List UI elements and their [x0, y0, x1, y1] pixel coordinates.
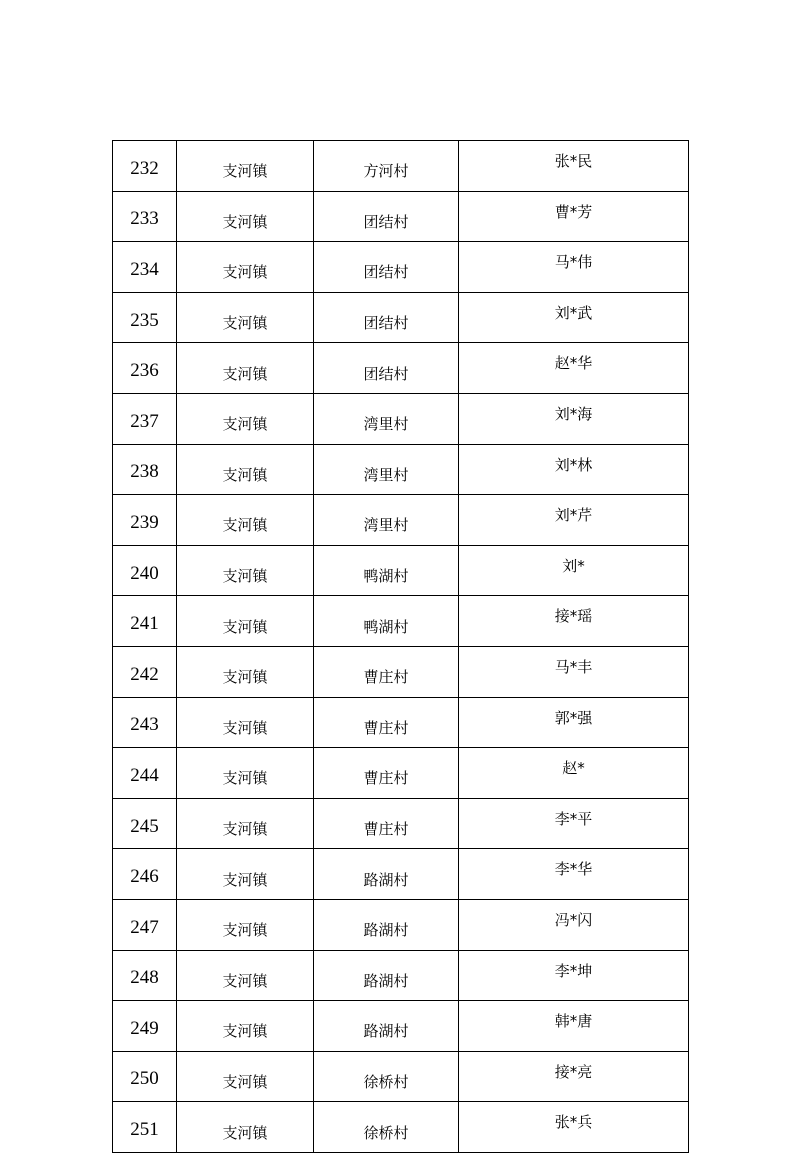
village-cell: 鸭湖村 — [314, 545, 459, 596]
town-cell: 支河镇 — [177, 242, 314, 293]
town-cell: 支河镇 — [177, 343, 314, 394]
roster-table-body — [113, 141, 689, 1153]
person-name-cell: 曹*芳 — [459, 191, 689, 242]
town-cell: 支河镇 — [177, 798, 314, 849]
person-name-cell: 李*华 — [459, 849, 689, 900]
row-number-cell: 232 — [113, 141, 177, 192]
table-row — [113, 141, 689, 192]
row-number-cell: 238 — [113, 444, 177, 495]
table-row — [113, 292, 689, 343]
town-cell: 支河镇 — [177, 292, 314, 343]
town-cell: 支河镇 — [177, 1102, 314, 1153]
town-cell: 支河镇 — [177, 697, 314, 748]
village-cell: 路湖村 — [314, 899, 459, 950]
town-cell: 支河镇 — [177, 849, 314, 900]
town-cell: 支河镇 — [177, 748, 314, 799]
village-cell: 路湖村 — [314, 950, 459, 1001]
town-cell: 支河镇 — [177, 596, 314, 647]
village-cell: 湾里村 — [314, 495, 459, 546]
table-row — [113, 495, 689, 546]
row-number-cell: 247 — [113, 899, 177, 950]
row-number-cell: 236 — [113, 343, 177, 394]
row-number-cell: 235 — [113, 292, 177, 343]
table-row — [113, 849, 689, 900]
person-name-cell: 李*平 — [459, 798, 689, 849]
town-cell: 支河镇 — [177, 646, 314, 697]
table-row — [113, 444, 689, 495]
person-name-cell: 马*伟 — [459, 242, 689, 293]
person-name-cell: 李*坤 — [459, 950, 689, 1001]
village-cell: 路湖村 — [314, 849, 459, 900]
row-number-cell: 245 — [113, 798, 177, 849]
person-name-cell: 刘*芹 — [459, 495, 689, 546]
village-cell: 徐桥村 — [314, 1102, 459, 1153]
town-cell: 支河镇 — [177, 495, 314, 546]
village-cell: 方河村 — [314, 141, 459, 192]
table-row — [113, 596, 689, 647]
row-number-cell: 250 — [113, 1051, 177, 1102]
town-cell: 支河镇 — [177, 545, 314, 596]
person-name-cell: 刘*林 — [459, 444, 689, 495]
person-name-cell: 张*兵 — [459, 1102, 689, 1153]
village-cell: 曹庄村 — [314, 697, 459, 748]
village-cell: 徐桥村 — [314, 1051, 459, 1102]
village-cell: 团结村 — [314, 343, 459, 394]
table-row — [113, 950, 689, 1001]
row-number-cell: 237 — [113, 393, 177, 444]
person-name-cell: 张*民 — [459, 141, 689, 192]
village-cell: 路湖村 — [314, 1001, 459, 1052]
town-cell: 支河镇 — [177, 444, 314, 495]
town-cell: 支河镇 — [177, 950, 314, 1001]
table-row — [113, 242, 689, 293]
row-number-cell: 241 — [113, 596, 177, 647]
row-number-cell: 249 — [113, 1001, 177, 1052]
person-name-cell: 刘*武 — [459, 292, 689, 343]
town-cell: 支河镇 — [177, 191, 314, 242]
row-number-cell: 246 — [113, 849, 177, 900]
village-cell: 曹庄村 — [314, 798, 459, 849]
person-name-cell: 接*亮 — [459, 1051, 689, 1102]
person-name-cell: 赵* — [459, 748, 689, 799]
table-row — [113, 1051, 689, 1102]
table-row — [113, 748, 689, 799]
person-name-cell: 马*丰 — [459, 646, 689, 697]
table-row — [113, 1102, 689, 1153]
row-number-cell: 248 — [113, 950, 177, 1001]
row-number-cell: 240 — [113, 545, 177, 596]
row-number-cell: 243 — [113, 697, 177, 748]
table-row — [113, 393, 689, 444]
table-row — [113, 697, 689, 748]
village-cell: 湾里村 — [314, 393, 459, 444]
table-row — [113, 191, 689, 242]
table-row — [113, 545, 689, 596]
village-cell: 曹庄村 — [314, 646, 459, 697]
town-cell: 支河镇 — [177, 1051, 314, 1102]
person-name-cell: 刘*海 — [459, 393, 689, 444]
person-name-cell: 冯*闪 — [459, 899, 689, 950]
village-cell: 团结村 — [314, 191, 459, 242]
table-row — [113, 343, 689, 394]
row-number-cell: 244 — [113, 748, 177, 799]
person-name-cell: 郭*强 — [459, 697, 689, 748]
person-name-cell: 接*瑶 — [459, 596, 689, 647]
table-row — [113, 798, 689, 849]
town-cell: 支河镇 — [177, 1001, 314, 1052]
table-row — [113, 646, 689, 697]
town-cell: 支河镇 — [177, 899, 314, 950]
person-name-cell: 赵*华 — [459, 343, 689, 394]
town-cell: 支河镇 — [177, 141, 314, 192]
village-cell: 鸭湖村 — [314, 596, 459, 647]
row-number-cell: 234 — [113, 242, 177, 293]
village-cell: 曹庄村 — [314, 748, 459, 799]
village-cell: 团结村 — [314, 292, 459, 343]
town-cell: 支河镇 — [177, 393, 314, 444]
village-cell: 团结村 — [314, 242, 459, 293]
table-row — [113, 899, 689, 950]
table-row — [113, 1001, 689, 1052]
row-number-cell: 242 — [113, 646, 177, 697]
row-number-cell: 239 — [113, 495, 177, 546]
person-name-cell: 刘* — [459, 545, 689, 596]
village-cell: 湾里村 — [314, 444, 459, 495]
row-number-cell: 251 — [113, 1102, 177, 1153]
roster-table — [112, 140, 689, 1153]
person-name-cell: 韩*唐 — [459, 1001, 689, 1052]
row-number-cell: 233 — [113, 191, 177, 242]
